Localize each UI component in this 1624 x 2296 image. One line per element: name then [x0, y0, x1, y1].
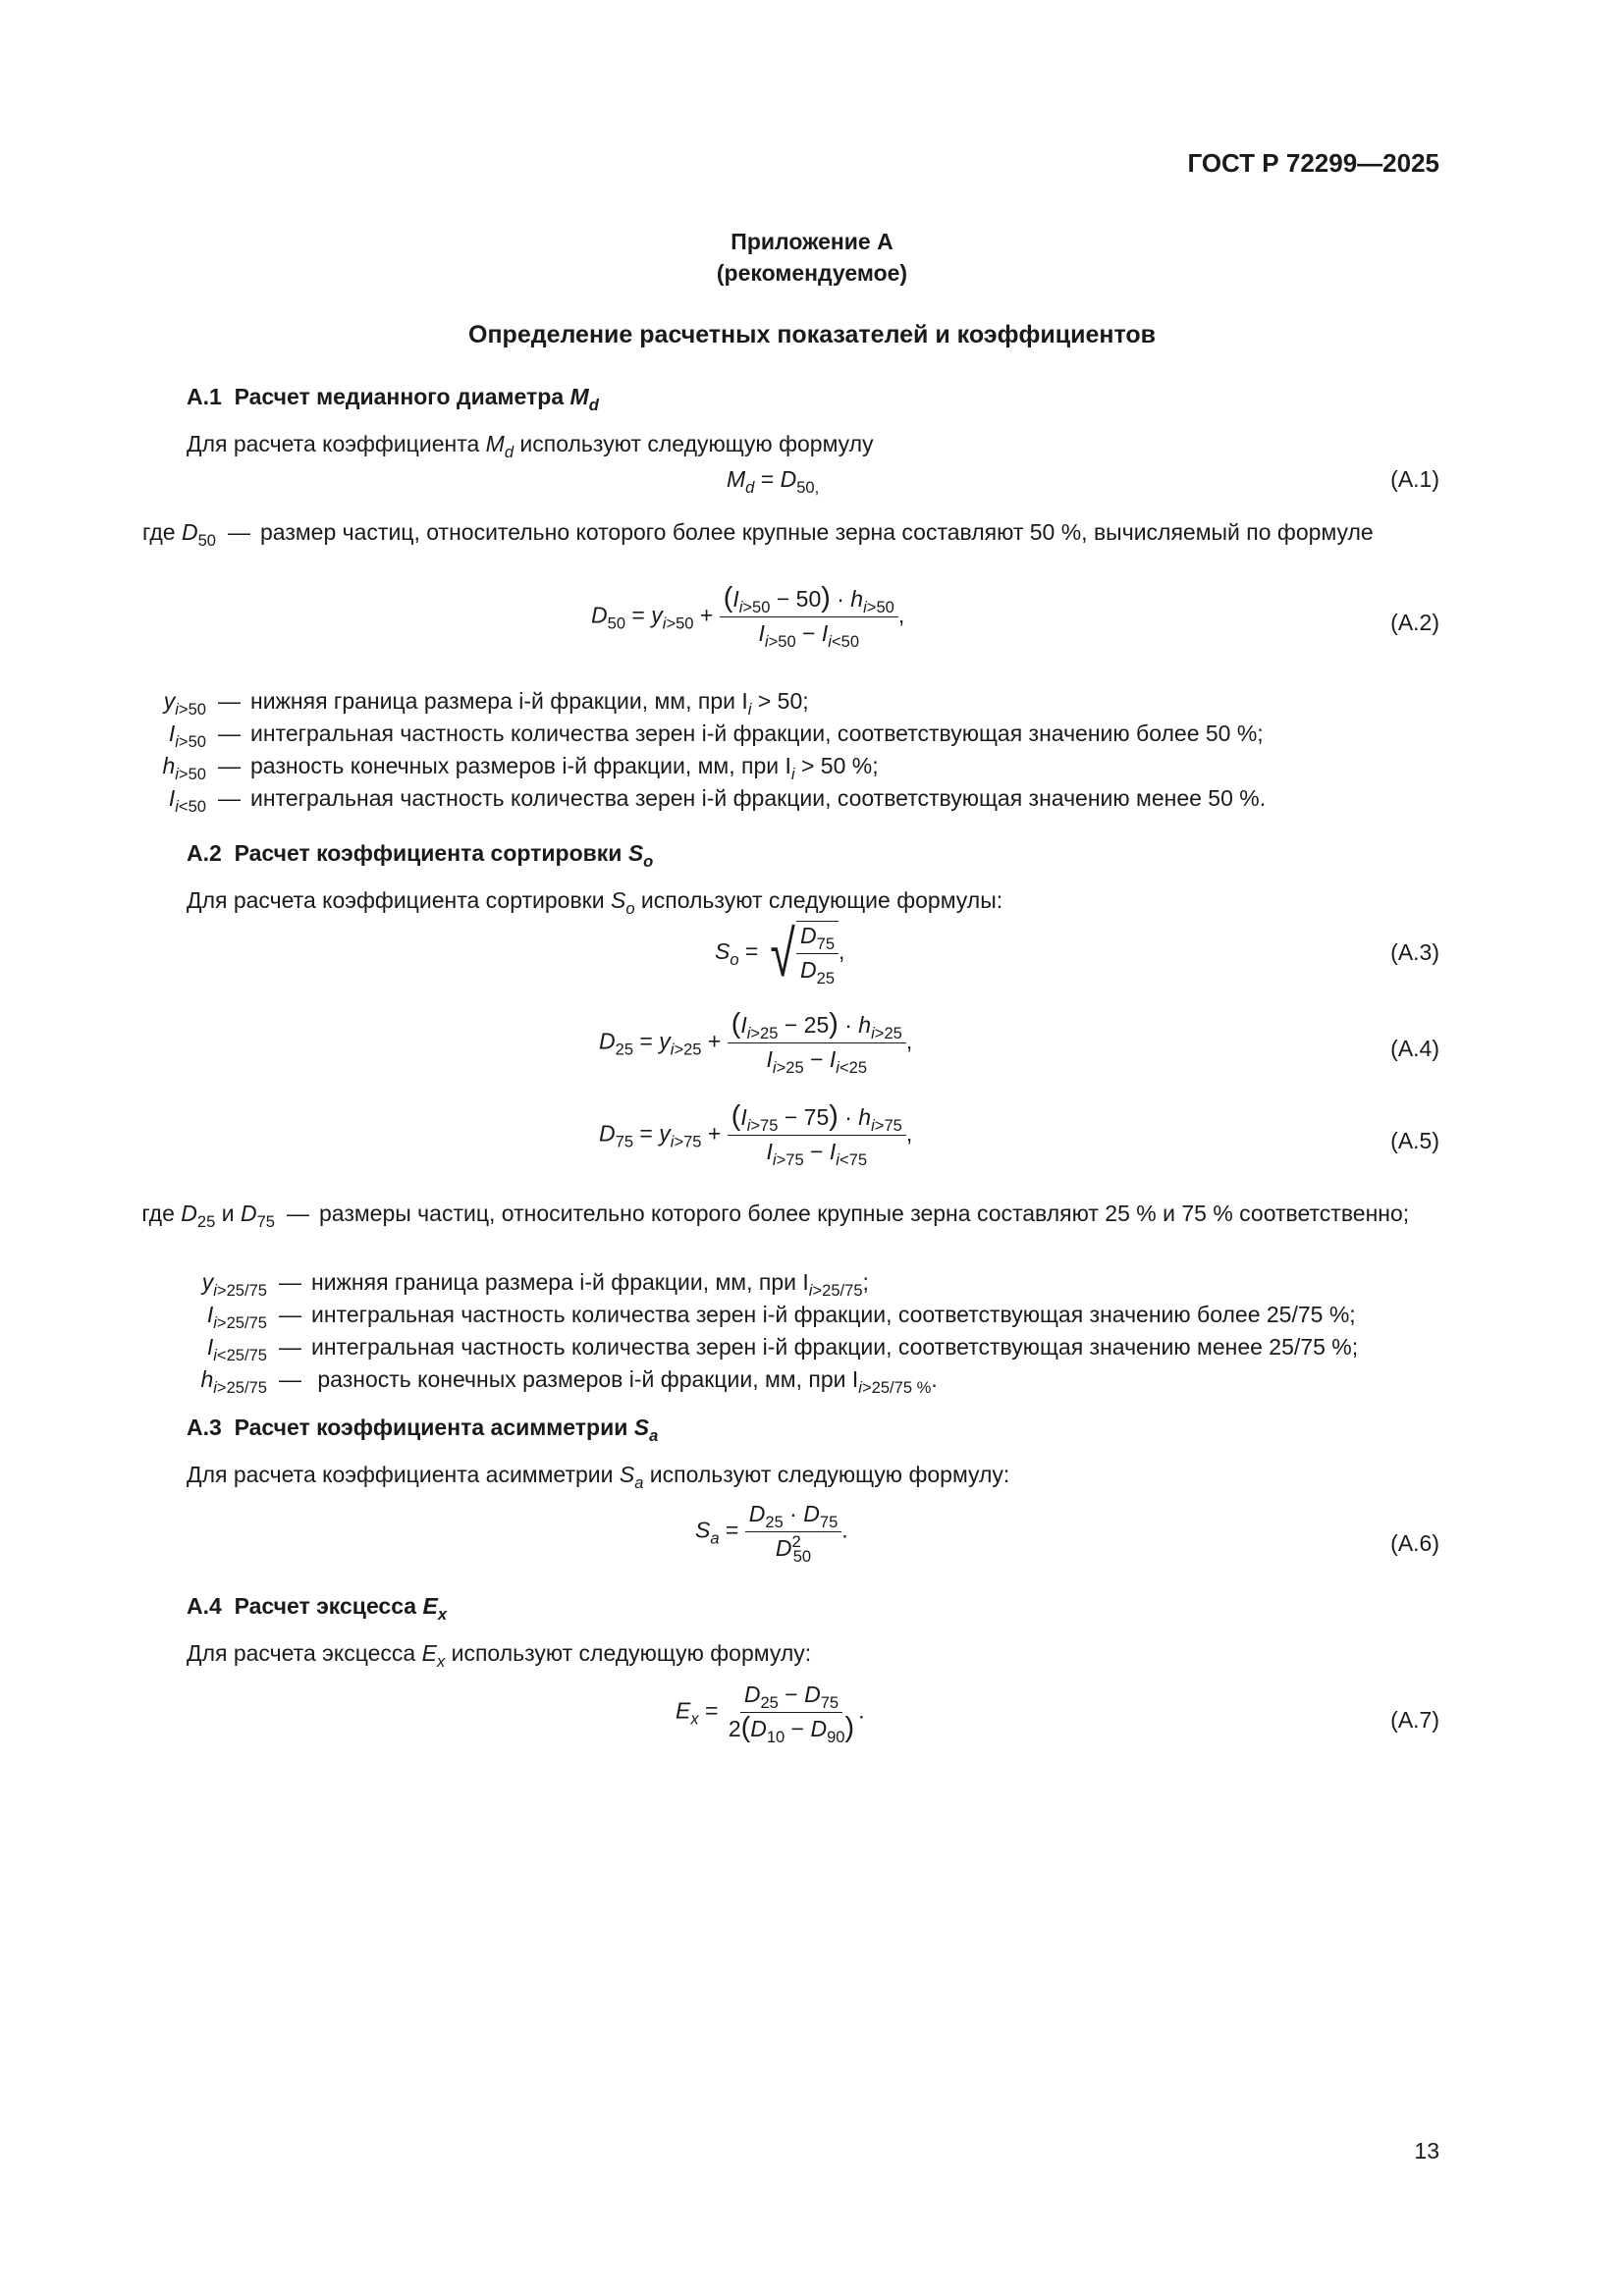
- equation-number: (А.2): [1390, 610, 1439, 635]
- definition-text: интегральная частность количества зерен i-й фракции, соответствующая значению менее 50 %.: [250, 784, 1267, 811]
- section-a4-intro: Для расчета эксцесса $E_x$ используют следующую формулу:: [187, 1640, 812, 1671]
- section-a4-title: Расчет эксцесса: [234, 1593, 417, 1619]
- symbol-so: $S_o$: [627, 840, 654, 871]
- definition-text: нижняя граница размера i-й фракции, мм, при I: [311, 1269, 809, 1295]
- definition-text: интегральная частность количества зерен i-й фракции, соответствующая значению более 25/75 %;: [311, 1301, 1356, 1327]
- section-a2-title: Расчет коэффициента сортировки: [234, 840, 623, 866]
- section-a2-number: А.2: [187, 840, 222, 866]
- formula-a5: $D_{75} = y_{i>75}$ + $\frac{(I_{i>75} - 75) \cdot h_{i>75}}{I_{i>75} - I_{i<75}}$ ,: [599, 1100, 913, 1169]
- intro-text: Для расчета коэффициента сортировки: [187, 887, 605, 913]
- where-label: где: [141, 1201, 175, 1226]
- section-a2-intro: Для расчета коэффициента сортировки $S_o$ используют следующие формулы:: [187, 887, 1003, 918]
- equation-number: (А.4): [1390, 1036, 1439, 1061]
- section-a2-heading: [187, 839, 653, 869]
- where-text: размеры частиц, относительно которого более крупные зерна составляют 25 % и 75 % соответственно;: [319, 1201, 1410, 1226]
- definition-text: интегральная частность количества зерен i-й фракции, соответствующая значению менее 25/75 %;: [311, 1333, 1359, 1360]
- intro-text: используют следующую формулу: [519, 431, 874, 456]
- equation-number: (А.3): [1390, 939, 1439, 965]
- intro-text: Для расчета коэффициента асимметрии: [187, 1462, 614, 1487]
- where-and: и: [221, 1201, 235, 1226]
- intro-text: используют следующую формулу:: [649, 1462, 1010, 1487]
- equation-number: (А.1): [1390, 466, 1439, 492]
- symbol-ex: $E_x$: [422, 1593, 448, 1624]
- intro-text: Для расчета эксцесса: [187, 1640, 416, 1666]
- formula-a3: $S_o$ = √ $\frac{D_{75}}{D_{25}}$ ,: [715, 917, 845, 989]
- document-id: ГОСТ Р 72299—2025: [1187, 148, 1439, 178]
- equation-number: (А.6): [1390, 1530, 1439, 1556]
- intro-text: используют следующие формулы:: [640, 887, 1003, 913]
- intro-text: используют следующую формулу:: [451, 1640, 812, 1666]
- where-text: размер частиц, относительно которого более крупные зерна составляют 50 %, вычисляемый по формуле: [260, 519, 1374, 545]
- where-clause-a1: где $D_{50}$ — размер частиц, относительно которого более крупные зерна составляют 50 %, вычисляемый по формуле: [118, 518, 1439, 548]
- where-clause-a2: где $D_{25}$ и $D_{75}$ — размеры частиц, относительно которого более крупные зерна составляют 25 % и 75 % соответственно;: [118, 1200, 1439, 1229]
- appendix-line1: Приложение А: [731, 229, 893, 254]
- section-a3-intro: Для расчета коэффициента асимметрии $S_a$ используют следующую формулу:: [187, 1462, 1010, 1492]
- formula-a4: $D_{25} = y_{i>25}$ + $\frac{(I_{i>25} - 25) \cdot h_{i>25}}{I_{i>25} - I_{i<25}}$ ,: [599, 1008, 913, 1077]
- definition-text: нижняя граница размера i-й фракции, мм, при I: [250, 688, 748, 714]
- formula-a1: $M_d = D_{50,}$: [727, 466, 820, 497]
- section-a1-intro: Для расчета коэффициента $M_d$ используют следующую формулу: [187, 431, 874, 461]
- page-title: Определение расчетных показателей и коэффициентов: [468, 321, 1156, 348]
- definition-text: интегральная частность количества зерен i-й фракции, соответствующая значению более 50 %;: [250, 720, 1264, 746]
- section-a1-number: А.1: [187, 384, 222, 409]
- section-a3-number: А.3: [187, 1415, 222, 1440]
- equation-number: (А.5): [1390, 1128, 1439, 1153]
- definition-text: разность конечных размеров i-й фракции, мм, при I: [317, 1365, 859, 1392]
- appendix-line2: (рекомендуемое): [716, 260, 908, 286]
- section-a3-heading: [187, 1414, 658, 1443]
- definitions-a2: $y_{i>25/75}$ — нижняя граница размера i-й фракции, мм, при $I_{i>25/75}$; $I_{i>25/75}$ — интегральная частность количества зерен i-й фракции, соответствующая значению более 25/75 %; $I_{i<25/75}$ — интегральная частность количества зерен i-й фракции, соответствующая значению менее 25/75 %; $h_{i>25/75}$ — разность конечных размеров i-й фракции, мм, при $I_{i>25/75 \%}$.: [200, 1269, 1359, 1397]
- section-a4-number: А.4: [187, 1593, 222, 1619]
- where-label: где: [142, 519, 176, 545]
- formula-a6: $S_a$ = $\frac{D_{25} \cdot D_{75}}{D^2_{50}}$ .: [695, 1501, 848, 1566]
- formula-a7: $E_x$ = $\frac{D_{25} - D_{75}}{2(D_{10} - D_{90})}$ .: [676, 1682, 865, 1746]
- appendix-heading: [0, 226, 1624, 289]
- section-a3-title: Расчет коэффициента асимметрии: [234, 1415, 628, 1440]
- page-number: 13: [1414, 2138, 1439, 2163]
- symbol-md: $M_d$: [569, 384, 599, 414]
- equation-number: (А.7): [1390, 1707, 1439, 1733]
- definition-text: разность конечных размеров i-й фракции, мм, при I: [250, 752, 791, 778]
- section-a1-title: Расчет медианного диаметра: [234, 384, 565, 409]
- definitions-a1: $y_{i>50}$ — нижняя граница размера i-й фракции, мм, при $I_i > 50$; $I_{i>50}$ — интегральная частность количества зерен i-й фракции, соответствующая значению более 50 %; $h_{i>50}$ — разность конечных размеров i-й фракции, мм, при $I_i > 50$ %; $I_{i<50}$ — интегральная частность количества зерен i-й фракции, соответствующая значению менее 50 %.: [162, 688, 1267, 816]
- section-a1-heading: [187, 383, 599, 412]
- formula-a2: $D_{50} = y_{i>50}$ + $\frac{(I_{i>50} - 50) \cdot h_{i>50}}{I_{i>50} - I_{i<50}}$ ,: [591, 582, 905, 651]
- symbol-sa: $S_a$: [633, 1415, 659, 1445]
- intro-text: Для расчета коэффициента: [187, 431, 480, 456]
- section-a4-heading: [187, 1592, 447, 1622]
